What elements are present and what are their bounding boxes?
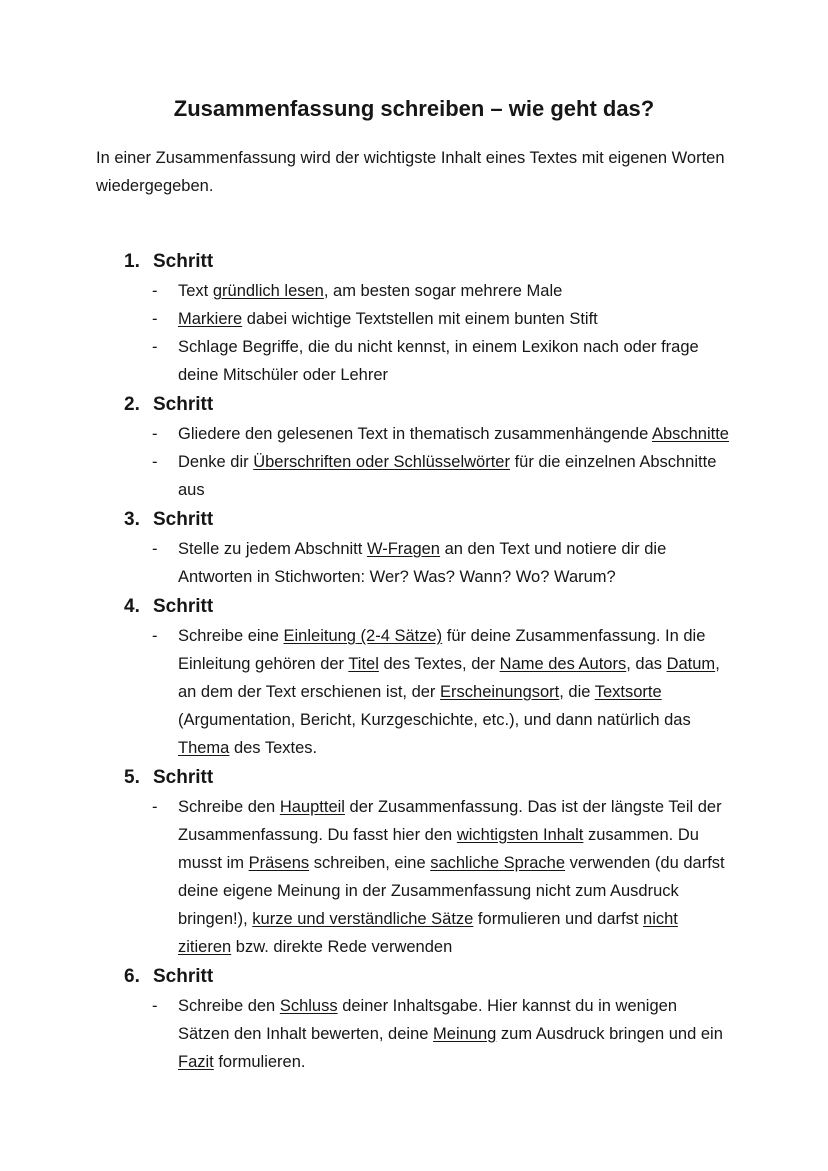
step-label: Schritt <box>153 767 214 788</box>
step-heading <box>124 504 732 535</box>
bullet-list <box>152 535 732 591</box>
text-run: formulieren und darfst <box>473 910 644 928</box>
bullet-text <box>178 622 732 762</box>
text-run: Denke dir <box>178 453 254 471</box>
step-number: 3. <box>124 509 140 530</box>
step-heading <box>124 762 732 793</box>
underlined-text: Präsens <box>248 854 310 872</box>
dash-marker: - <box>152 627 158 645</box>
text-run: Stelle zu jedem Abschnitt <box>178 540 367 558</box>
text-run: für die einzelnen Abschnitte aus <box>178 453 717 499</box>
underlined-text: Meinung <box>433 1025 497 1043</box>
bullet-list <box>152 992 732 1076</box>
bullet-text <box>178 992 732 1076</box>
underlined-text: Markiere <box>178 310 243 328</box>
step-label: Schritt <box>153 509 214 530</box>
text-run: Schreibe den <box>178 798 280 816</box>
bullet-item <box>152 992 732 1076</box>
underlined-text: Name des Autors <box>499 655 627 673</box>
bullet-item <box>152 333 732 389</box>
bullet-text <box>178 793 732 961</box>
bullet-item <box>152 793 732 961</box>
underlined-text: Thema <box>178 739 230 757</box>
step-heading <box>124 246 732 277</box>
step-number: 4. <box>124 596 140 617</box>
step-label: Schritt <box>153 966 214 987</box>
underlined-text: Abschnitte <box>651 425 729 443</box>
step-number: 5. <box>124 767 140 788</box>
underlined-text: nicht zitieren <box>178 910 678 956</box>
bullet-item <box>152 622 732 762</box>
text-run: deiner Inhaltsgabe. Hier kannst du in wenigen Sätzen den Inhalt bewerten, deine <box>178 997 677 1043</box>
bullet-text <box>178 420 732 448</box>
text-run: Text <box>178 282 213 300</box>
steps-list <box>124 246 732 1076</box>
step-number: 6. <box>124 966 140 987</box>
underlined-text: kurze und verständliche Sätze <box>252 910 474 928</box>
intro-paragraph: In einer Zusammenfassung wird der wichtigste Inhalt eines Textes mit eigenen Worten wiedergegeben. <box>96 149 725 195</box>
step <box>124 591 732 762</box>
step-label: Schritt <box>153 394 214 415</box>
bullet-text <box>178 277 732 305</box>
dash-marker: - <box>152 425 158 443</box>
bullet-text <box>178 448 732 504</box>
bullet-list <box>152 277 732 389</box>
step-number: 1. <box>124 251 140 272</box>
underlined-text: W-Fragen <box>366 540 440 558</box>
text-run: verwenden (du darfst deine eigene Meinung in der Zusammenfassung nicht zum Ausdruck bringen!), <box>178 854 725 928</box>
bullet-list <box>152 420 732 504</box>
text-run: der Zusammenfassung. Das ist der längste Teil der Zusammenfassung. Du fasst hier den <box>178 798 722 844</box>
step-label: Schritt <box>153 596 214 617</box>
step-heading <box>124 961 732 992</box>
bullet-item <box>152 448 732 504</box>
step <box>124 504 732 591</box>
text-run: des Textes, der <box>378 655 500 673</box>
dash-marker: - <box>152 540 158 558</box>
text-run: formulieren. <box>213 1053 306 1071</box>
underlined-text: gründlich lesen <box>212 282 324 300</box>
step-label: Schritt <box>153 251 214 272</box>
bullet-item <box>152 420 732 448</box>
text-run: Schreibe eine <box>178 627 284 645</box>
text-run: dabei wichtige Textstellen mit einem bunten Stift <box>242 310 598 328</box>
step-heading <box>124 591 732 622</box>
underlined-text: Datum <box>666 655 716 673</box>
underlined-text: Textsorte <box>594 683 662 701</box>
bullet-list <box>152 622 732 762</box>
dash-marker: - <box>152 453 158 471</box>
underlined-text: Einleitung (2-4 Sätze) <box>283 627 443 645</box>
text-run: für deine Zusammenfassung. In die Einleitung gehören der <box>178 627 706 673</box>
dash-marker: - <box>152 798 158 816</box>
underlined-text: Erscheinungsort <box>440 683 560 701</box>
text-run: an den Text und notiere dir die Antworten in Stichworten: Wer? Was? Wann? Wo? Warum? <box>178 540 667 586</box>
text-run: (Argumentation, Bericht, Kurzgeschichte, etc.), und dann natürlich das <box>178 711 691 729</box>
text-run: , das <box>626 655 667 673</box>
bullet-item <box>152 305 732 333</box>
step <box>124 762 732 961</box>
dash-marker: - <box>152 997 158 1015</box>
underlined-text: Schluss <box>279 997 338 1015</box>
text-run: , die <box>559 683 595 701</box>
text-run: schreiben, eine <box>309 854 431 872</box>
text-run: des Textes. <box>229 739 318 757</box>
underlined-text: Titel <box>348 655 379 673</box>
step-number: 2. <box>124 394 140 415</box>
underlined-text: sachliche Sprache <box>430 854 566 872</box>
bullet-list <box>152 793 732 961</box>
text-run: bzw. direkte Rede verwenden <box>231 938 453 956</box>
bullet-text <box>178 535 732 591</box>
text-run: zusammen. Du musst im <box>178 826 699 872</box>
text-run: , am besten sogar mehrere Male <box>323 282 563 300</box>
step <box>124 246 732 389</box>
document-title: Zusammenfassung schreiben – wie geht das? <box>173 96 655 121</box>
step-heading <box>124 389 732 420</box>
text-run: zum Ausdruck bringen und ein <box>496 1025 723 1043</box>
dash-marker: - <box>152 310 158 328</box>
text-run: , an dem der Text erschienen ist, der <box>178 655 720 701</box>
bullet-item <box>152 535 732 591</box>
bullet-text <box>178 333 732 389</box>
text-run: Gliedere den gelesenen Text in thematisch zusammenhängende <box>178 425 652 443</box>
underlined-text: Hauptteil <box>279 798 345 816</box>
bullet-item <box>152 277 732 305</box>
underlined-text: Überschriften oder Schlüsselwörter <box>253 453 510 471</box>
step <box>124 961 732 1076</box>
dash-marker: - <box>152 282 158 300</box>
underlined-text: wichtigsten Inhalt <box>456 826 584 844</box>
bullet-text <box>178 305 732 333</box>
underlined-text: Fazit <box>178 1053 214 1071</box>
text-run: Schreibe den <box>178 997 280 1015</box>
text-run: Schlage Begriffe, die du nicht kennst, in einem Lexikon nach oder frage deine Mitschüler oder Lehrer <box>178 338 699 384</box>
dash-marker: - <box>152 338 158 356</box>
step <box>124 389 732 504</box>
